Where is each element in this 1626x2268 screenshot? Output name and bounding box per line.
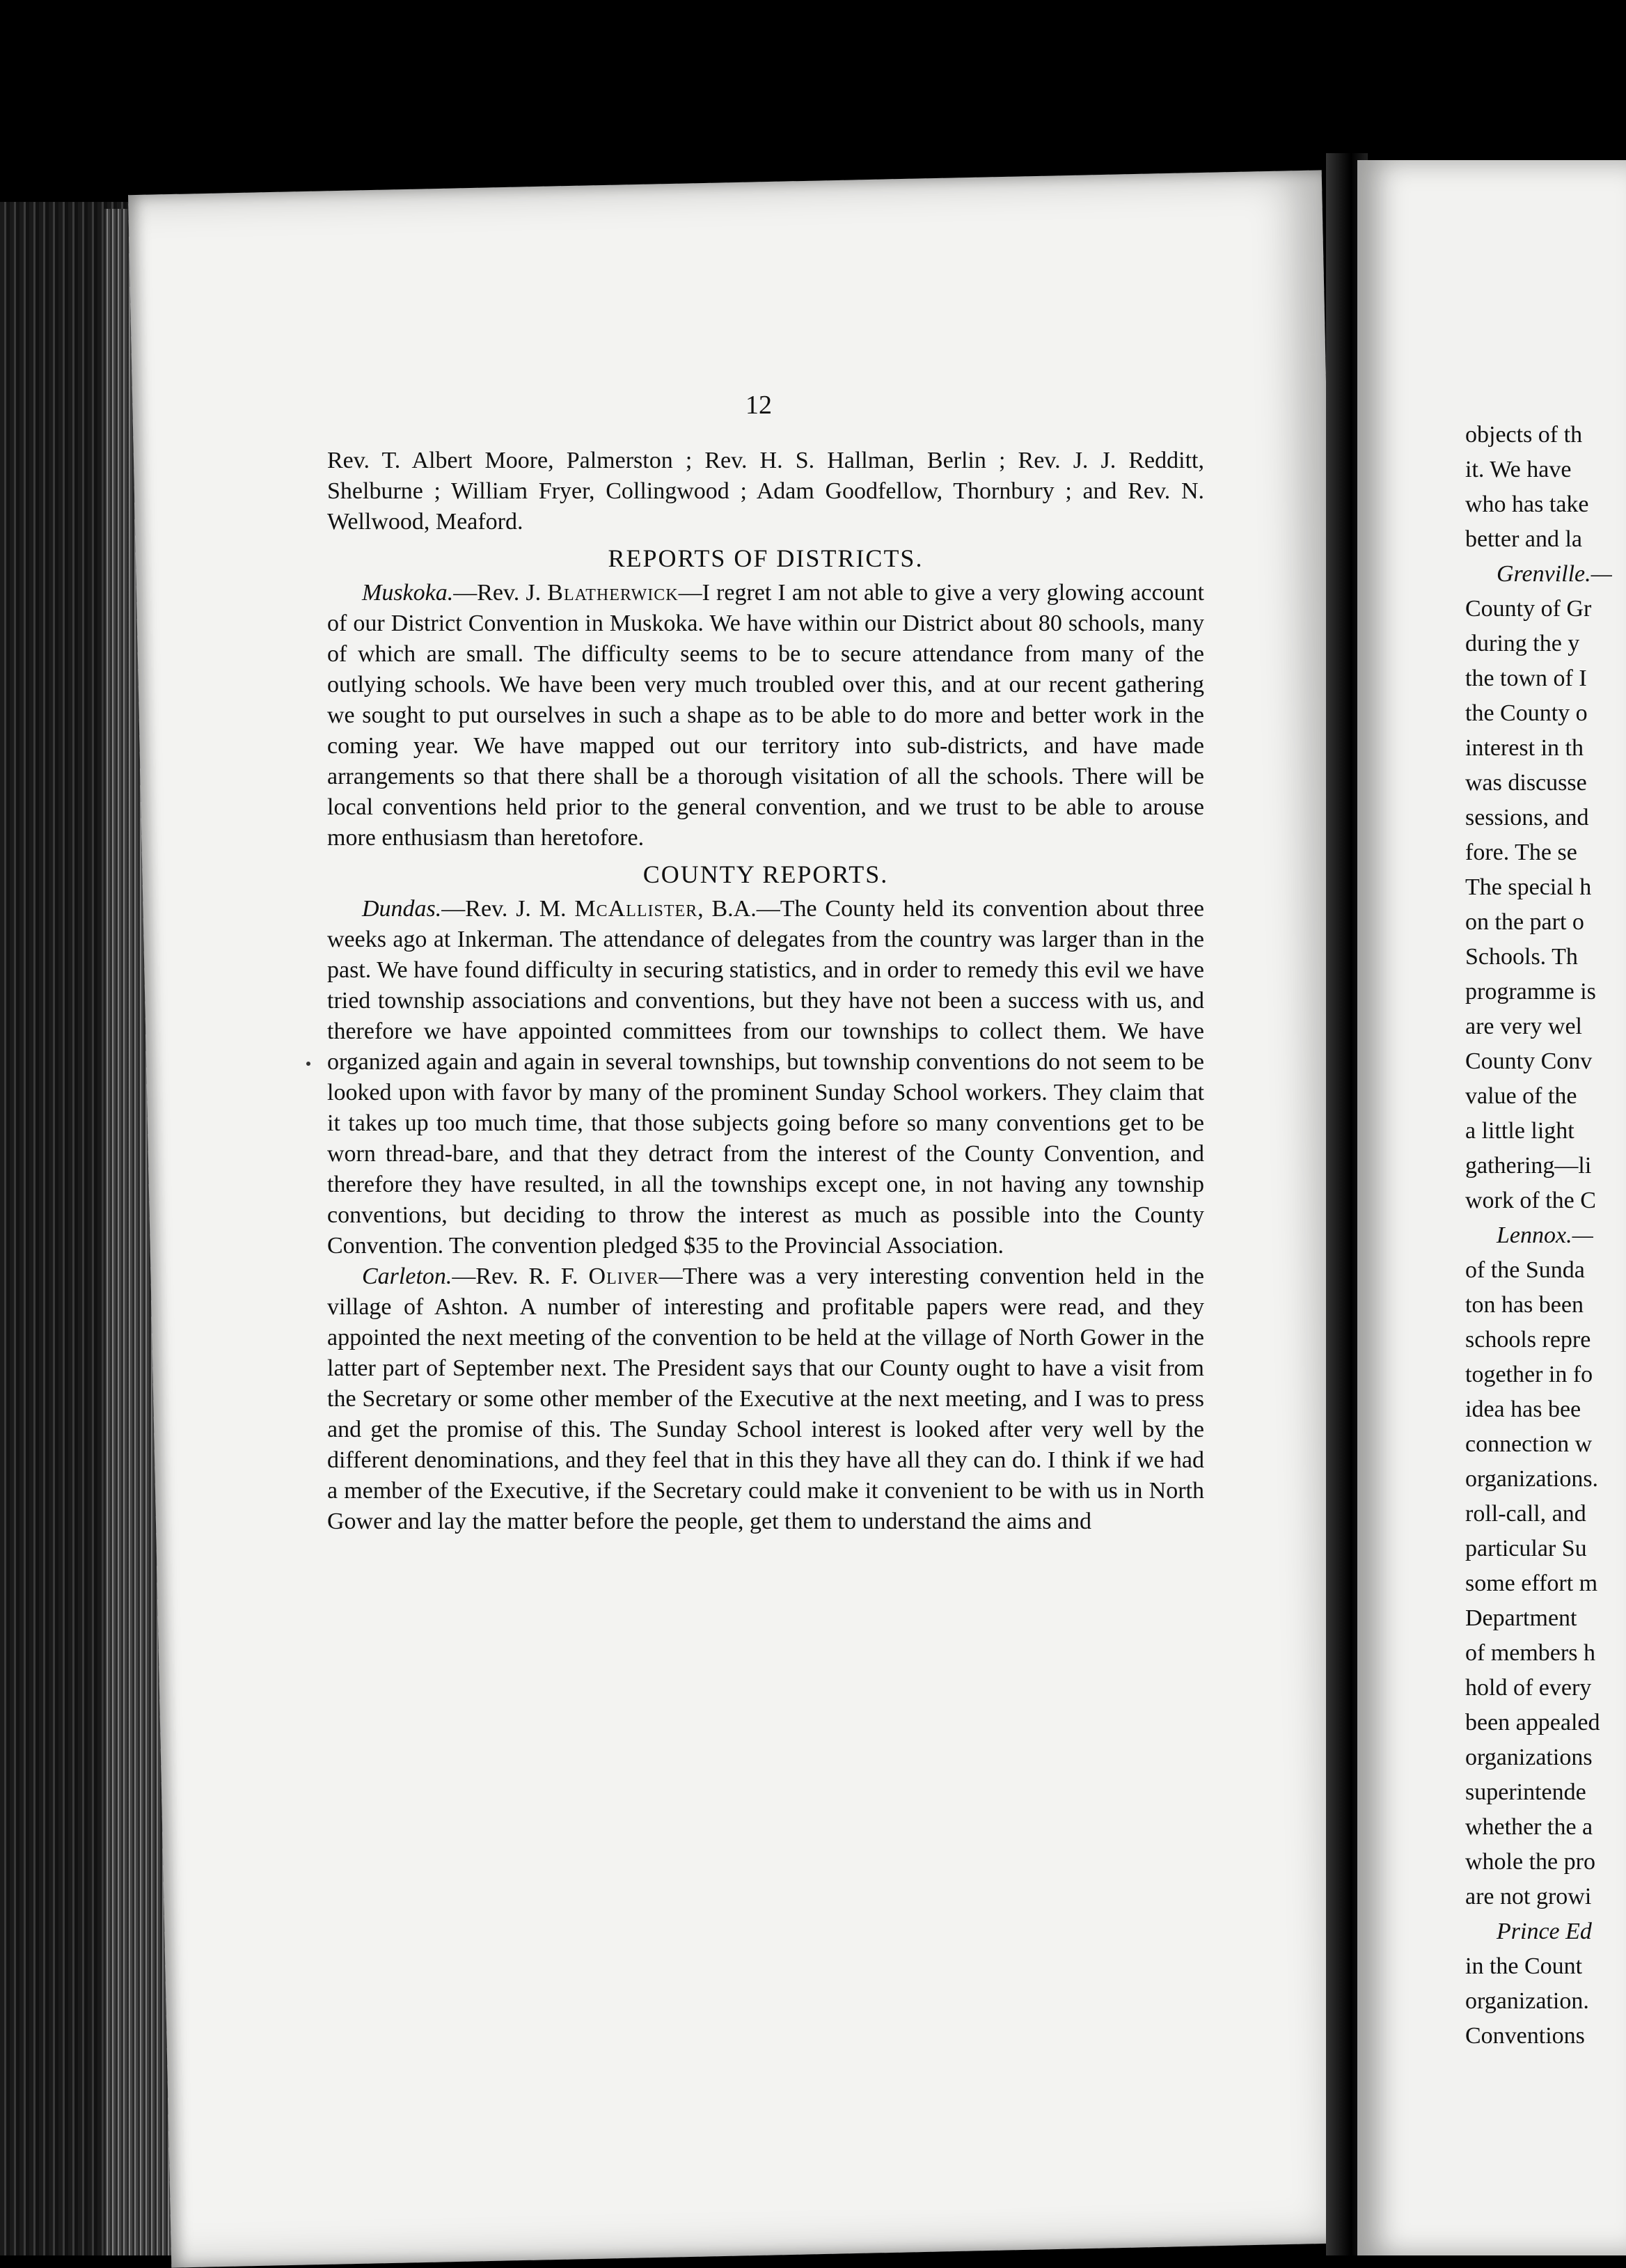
ink-speck <box>306 1062 310 1066</box>
right-page-line: was discusse <box>1465 770 1587 796</box>
right-page-line: Department <box>1465 1605 1577 1631</box>
right-page-line: roll-call, and <box>1465 1501 1586 1527</box>
right-page-text <box>1465 418 1626 2054</box>
speaker-name: McAllister <box>574 896 698 922</box>
right-page-line: superintende <box>1465 1779 1586 1805</box>
right-page-line: interest in th <box>1465 735 1584 761</box>
right-page-line: organization. <box>1465 1988 1589 2014</box>
right-page-line: during the y <box>1465 631 1580 656</box>
section-heading-county: COUNTY REPORTS. <box>642 860 889 888</box>
right-page-line: The special h <box>1465 874 1592 900</box>
report-lead: Muskoka. <box>362 580 454 606</box>
right-page-line: the County o <box>1465 700 1588 726</box>
speaker-name: Blatherwick <box>547 580 679 606</box>
right-page-line: programme is <box>1465 979 1596 1005</box>
right-page-line: of the Sunda <box>1465 1257 1585 1283</box>
right-page-line: organizations. <box>1465 1466 1599 1492</box>
report-body: —The County held its convention about three weeks ago at Inkerman. The attendance of delegates from the country was larger than in the past. We have found difficulty in securing statistics, and in order to remedy this evil we have tried township associations and conventions, but they have not been a success with us, and therefore we have appointed committees from our townships to collect them. We have organized again and again in several townships, but township conventions do not seem to be looked upon with favor by many of the prominent Sunday School workers. They claim that it takes up too much time, that those subjects going before so many conventions get to be worn thread-bare, and that they detract from the interest of the County Convention, and therefore they have resulted, in all the townships except one, in not having any township conventions, but deciding to throw the interest as much as possible into the County Convention. The convention pledged $35 to the Provincial Association. <box>327 896 1204 1259</box>
right-page-line: together in fo <box>1465 1362 1593 1387</box>
right-page-line: who has take <box>1465 491 1589 517</box>
right-page-line: sessions, and <box>1465 805 1589 830</box>
right-page-line: the town of I <box>1465 666 1587 691</box>
right-page-line: whether the a <box>1465 1814 1593 1840</box>
right-page-line: fore. The se <box>1465 840 1577 865</box>
committee-names: Rev. T. Albert Moore, Palmerston ; Rev. H. S. Hallman, Berlin ; Rev. J. J. Redditt, Shelburne ; William Fryer, Collingwood ; Adam Goodfellow, Thornbury ; and Rev. N. Wellwood, Meaford. <box>327 448 1204 535</box>
right-page-line: connection w <box>1465 1431 1593 1457</box>
speaker-prefix: —Rev. R. F. <box>452 1263 589 1289</box>
right-page-line: schools repre <box>1465 1327 1591 1353</box>
right-page-line: whole the pro <box>1465 1849 1595 1875</box>
right-page-line: better and la <box>1465 526 1583 552</box>
right-page-line: Grenville.— <box>1497 561 1612 587</box>
right-page-line: are very wel <box>1465 1014 1583 1039</box>
right-page-line: of members h <box>1465 1640 1595 1666</box>
report-muskoka <box>327 578 1204 853</box>
right-page-line: hold of every <box>1465 1675 1592 1701</box>
speaker-prefix: —Rev. J. <box>453 580 548 606</box>
right-page-line: on the part o <box>1465 909 1584 935</box>
right-page-line: County of Gr <box>1465 596 1592 622</box>
report-carleton <box>327 1261 1204 1537</box>
speaker-suffix: , B.A. <box>697 896 757 922</box>
right-page-line: Lennox.— <box>1497 1222 1593 1248</box>
speaker-prefix: —Rev. J. M. <box>441 896 575 922</box>
right-page-line: gathering—li <box>1465 1153 1592 1179</box>
right-page-line: County Conv <box>1465 1048 1593 1074</box>
report-body: —There was a very interesting convention held in the village of Ashton. A number of interesting and profitable papers were read, and they appointed the next meeting of the convention to be held at the village of North Gower in the latter part of September next. The President says that our County ought to have a visit from the Secretary or some other member of the Executive at the next meeting, and I was to press and get the promise of this. The Sunday School interest is looked after very well by the different denominations, and they feel that in this they have all they can do. I think if we had a member of the Executive, if the Secretary could make it convenient to be with us in North Gower and lay the matter before the people, get them to understand the aims and <box>327 1263 1204 1534</box>
right-page-line: organizations <box>1465 1745 1593 1770</box>
report-body: —I regret I am not able to give a very glowing account of our District Convention in Muskoka. We have within our District about 80 schools, many of which are small. The difficulty seems to be to secure attendance from many of the outlying schools. We have been very much troubled over this, and at our recent gathering we sought to put ourselves in such a shape as to be able to do more and better work in the coming year. We have mapped out our territory into sub-districts, and have made arrangements so that there shall be a thorough visitation of all the schools. There will be local conventions held prior to the general convention, and we trust to be able to arouse more enthusiasm than heretofore. <box>327 580 1204 851</box>
right-page-line: idea has bee <box>1465 1396 1581 1422</box>
right-page-line: a little light <box>1465 1118 1574 1144</box>
right-page-line: Prince Ed <box>1497 1919 1592 1944</box>
speaker-name: Oliver <box>588 1263 659 1289</box>
right-page-line: particular Su <box>1465 1536 1587 1561</box>
right-page-line: been appealed <box>1465 1710 1600 1735</box>
right-page-line: Schools. Th <box>1465 944 1578 970</box>
right-page-line: ton has been <box>1465 1292 1584 1318</box>
report-lead: Dundas. <box>362 896 442 922</box>
right-page-line: objects of th <box>1465 422 1583 448</box>
right-page-line: are not growi <box>1465 1884 1592 1909</box>
report-dundas <box>327 894 1204 1261</box>
right-page-line: some effort m <box>1465 1570 1598 1596</box>
right-page-line: it. We have <box>1465 457 1572 482</box>
right-page-line: in the Count <box>1465 1953 1583 1979</box>
right-page-line: value of the <box>1465 1083 1577 1109</box>
section-heading-districts: REPORTS OF DISTRICTS. <box>608 544 924 572</box>
page-number: 12 <box>745 391 772 420</box>
right-page-line: work of the C <box>1465 1188 1596 1213</box>
report-lead: Carleton. <box>362 1263 452 1289</box>
right-page-line: Conventions <box>1465 2023 1585 2049</box>
page-text <box>327 446 1204 1537</box>
